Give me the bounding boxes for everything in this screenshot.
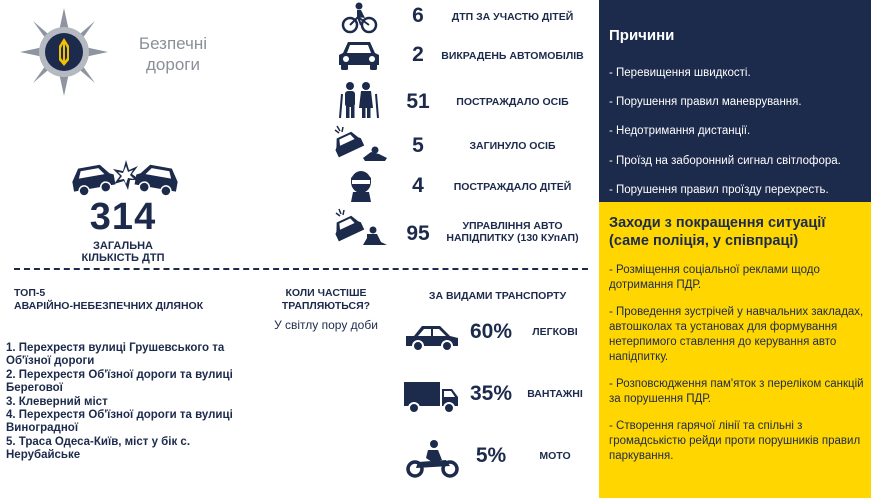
list-item: - Розміщення соціальної реклами щодо дотримання ПДР. — [609, 264, 820, 291]
dashed-divider — [14, 268, 588, 270]
transport-label: ЛЕГКОВІ — [532, 326, 578, 338]
stat-label: ДТП ЗА УЧАСТЮ ДІТЕЙ — [451, 11, 574, 23]
police-star-icon — [18, 6, 110, 98]
list-item: 2. Перехрестя Об'їзної дороги та вулиці Берегової — [6, 368, 233, 395]
transport-title: ЗА ВИДАМИ ТРАНСПОРТУ — [428, 290, 567, 302]
list-item: - Проведення зустрічей у навчальних закладах, автошколах та установах для формування нетерпимого ставлення до керування авто напідпитку. — [609, 306, 864, 363]
transport-percent: 60% — [469, 320, 513, 343]
stat-label: ЗАГИНУЛО ОСІБ — [469, 140, 556, 152]
stat-label: ПОСТРАЖДАЛО ОСІБ — [456, 96, 569, 108]
car-front-icon — [333, 37, 385, 77]
causes-title: Причини — [609, 27, 675, 44]
top5-title-line1: ТОП-5 — [14, 287, 46, 299]
stat-value: 6 — [412, 4, 424, 27]
logo-text — [118, 33, 228, 75]
stat-injured — [325, 80, 587, 120]
when-title — [266, 287, 386, 312]
logo-text-line1: Безпечні — [138, 34, 208, 53]
list-item: - Порушення правил маневрування. — [609, 96, 802, 109]
car-side-icon — [402, 314, 462, 354]
stat-label: УПРАВЛІННЯ АВТО НАПІДПИТКУ (130 КУпАП) — [446, 220, 579, 244]
logo-text-line2: дороги — [146, 55, 200, 74]
total-label-line2: КІЛЬКІСТЬ ДТП — [81, 252, 165, 264]
list-item: - Порушення правил проїзду перехресть. — [609, 183, 829, 196]
transport-moto — [396, 438, 596, 478]
when-title-line1: КОЛИ ЧАСТІШЕ — [285, 287, 367, 299]
transport-label: ВАНТАЖНІ — [527, 388, 583, 400]
stat-drunk-driving — [325, 208, 587, 248]
stat-value: 5 — [412, 134, 424, 157]
list-item: - Недотримання дистанції. — [609, 125, 751, 138]
measures-title: Заходи з покращення ситуації (саме поліція, у співпраці) — [609, 215, 826, 249]
car-collision-icon — [68, 152, 184, 196]
causes-panel — [599, 0, 871, 202]
cyclist-icon — [333, 1, 385, 41]
transport-label: МОТО — [539, 450, 571, 462]
total-value: 314 — [89, 196, 157, 238]
stat-killed — [325, 124, 587, 164]
list-item: - Проїзд на заборонний сигнал світлофора. — [609, 154, 841, 167]
when-title-line2: ТРАПЛЯЮТЬСЯ? — [281, 299, 371, 312]
car-crash-person-icon — [333, 124, 385, 164]
transport-cars — [396, 314, 596, 354]
list-item: 4. Перехрестя Об'їзної дороги та вулиці Виноградної — [6, 409, 233, 435]
total-label-line1: ЗАГАЛЬНА — [93, 240, 153, 252]
list-item: - Перевищення швидкості. — [609, 67, 751, 79]
top5-title — [14, 287, 254, 313]
stat-value: 95 — [406, 222, 430, 245]
measures-panel — [599, 202, 871, 498]
people-icon — [333, 80, 385, 120]
list-item: - Створення гарячої лінії та спільні з громадськістю рейди проти порушників правил паркування. — [609, 420, 861, 462]
stat-children-injured — [325, 168, 587, 208]
truck-icon — [402, 376, 462, 416]
stat-car-thefts — [325, 37, 587, 77]
stat-value: 51 — [406, 90, 430, 113]
list-item: 1. Перехрестя вулиці Грушевського та Об'їзної дороги — [6, 342, 225, 368]
transport-trucks — [396, 376, 596, 416]
stat-value: 4 — [412, 174, 424, 197]
transport-percent: 35% — [469, 382, 513, 405]
child-head-icon — [333, 168, 385, 208]
list-item: 5. Траса Одеса-Київ, міст у бік с. Нерубайське — [6, 435, 191, 462]
drunk-driver-icon — [333, 208, 385, 248]
total-label — [62, 240, 184, 264]
stat-children-accidents — [325, 1, 587, 41]
motorcycle-icon — [402, 438, 462, 478]
stat-label: ПОСТРАЖДАЛО ДІТЕЙ — [453, 181, 572, 193]
top5-list — [6, 342, 266, 463]
stat-value: 2 — [412, 43, 424, 66]
list-item: - Розповсюдження пам'яток з переліком санкцій за порушення ПДР. — [609, 378, 864, 405]
transport-percent: 5% — [475, 444, 507, 467]
list-item: 3. Клеверний міст — [6, 395, 108, 408]
causes-list — [609, 66, 871, 212]
stat-label: ВИКРАДЕНЬ АВТОМОБІЛІВ — [441, 50, 584, 62]
measures-list — [609, 263, 867, 476]
when-value: У світлу пору доби — [274, 318, 378, 332]
top5-title-line2: АВАРІЙНО-НЕБЕЗПЕЧНИХ ДІЛЯНОК — [14, 300, 204, 312]
